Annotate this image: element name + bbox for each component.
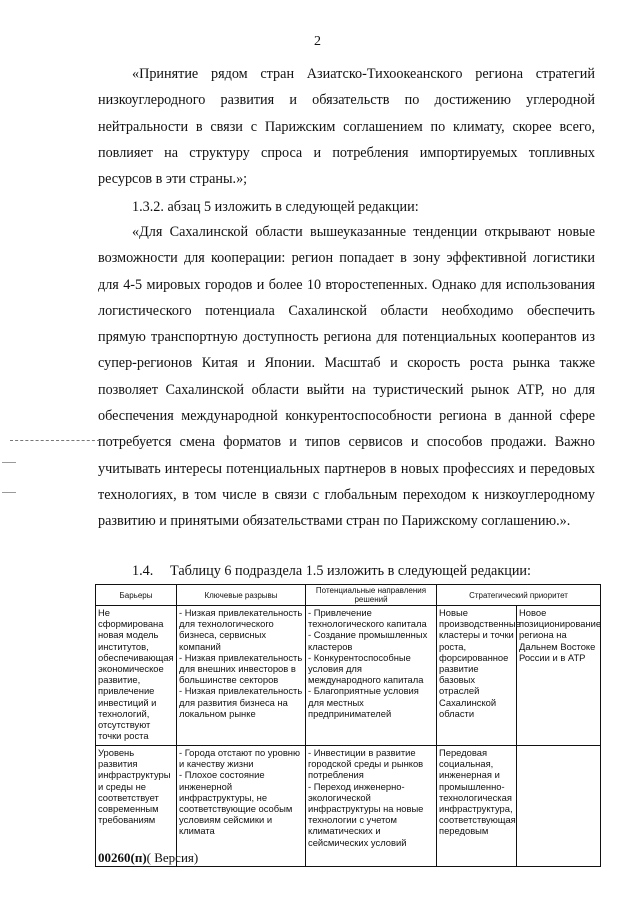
page-number: 2 [314, 34, 321, 49]
cell-priority-positioning: Новое позиционирование региона на Дальнем Востоке России и в АТР [517, 606, 601, 746]
table-row [96, 606, 601, 746]
margin-dash-line [10, 440, 100, 441]
cell-priority: Передовая социальная, инженерная и промышленно-технологическая инфраструктура, соответствующая передовым [437, 746, 517, 867]
header-barriers: Барьеры [96, 585, 177, 606]
margin-tick [2, 492, 16, 493]
table-6 [95, 584, 601, 867]
header-key-gaps: Ключевые разрывы [177, 585, 306, 606]
paragraph-quote-1: «Принятие рядом стран Азиатско-Тихоокеанского региона стратегий низкоуглеродного развития и обязательств по достижению углеродной нейтральности в связи с Парижским соглашением по климату, скорее всего, повлияет на структуру спроса и потребления импортируемых топливных ресурсов в эти страны.»; [98, 66, 595, 188]
paragraph-clause-1-3-2: 1.3.2. абзац 5 изложить в следующей редакции: [132, 199, 419, 215]
clause-number: 1.4. [132, 563, 154, 579]
cell-key-gaps: - Города отстают по уровню и качеству жизни - Плохое состояние инженерной инфраструктуры, не соответствующие особым условиям сейсмики и климата [177, 746, 306, 867]
document-code: 00260(п) [98, 850, 147, 865]
cell-barrier: Не сформирована новая модель институтов, обеспечивающая экономическое развитие, привлечение инвестиций и технологий, отсутствуют точки роста [96, 606, 177, 746]
cell-priority: Новые производственные кластеры и точки роста, форсированное развитие базовых отраслей Сахалинской области [437, 606, 517, 746]
table-row [96, 746, 601, 867]
cell-solutions: - Инвестиции в развитие городской среды и рынков потребления - Переход инженерно-экологической инфраструктуры на новые технологии с учетом климатических и сейсмических условий [306, 746, 437, 867]
document-footer [98, 850, 198, 866]
cell-priority-positioning [517, 746, 601, 867]
margin-tick [2, 462, 16, 463]
paragraph-quote-2: «Для Сахалинской области вышеуказанные тенденции открывают новые возможности для кооперации: регион попадает в зону эффективной логистики для 4-5 мировых городов и более 10 второстепенных. Однако для использования логистического потенциала Сахалинской области необходимо обеспечить прямую транспортную доступность региона для потенциальных кооперантов из супер-регионов Китая и Японии. Масштаб и скорость роста рынка также позволяет Сахалинской области выйти на туристический рынок АТР, но для обеспечения международной конкурентоспособности региона в данной сфере потребуется смена форматов и типов сервисов и способов продажи. Важно учитывать интересы потенциальных партнеров в новых профессиях и передовых технологиях, в том числе в связи с глобальным переходом к низкоуглеродному развитию и принятыми обязательствами стран по Парижскому соглашению.». [98, 224, 595, 530]
cell-solutions: - Привлечение технологического капитала - Создание промышленных кластеров - Конкурентоспособные условия для международного капитала - Благоприятные условия для местных предпринимателей [306, 606, 437, 746]
cell-barrier: Уровень развития инфраструктуры и среды не соответствует современным требованиям [96, 746, 177, 867]
table-header-row [96, 585, 601, 606]
clause-text: Таблицу 6 подраздела 1.5 изложить в следующей редакции: [170, 563, 531, 579]
header-solutions: Потенциальные направления решений [306, 585, 437, 606]
document-version: ( Версия) [146, 850, 199, 865]
paragraph-clause-1-4 [98, 558, 595, 584]
cell-key-gaps: - Низкая привлекательность для технологического бизнеса, сервисных компаний - Низкая привлекательность для внешних инвесторов в большинстве секторов - Низкая привлекательность для развития бизнеса на локальном рынке [177, 606, 306, 746]
header-strategic-priority: Стратегический приоритет [437, 585, 601, 606]
